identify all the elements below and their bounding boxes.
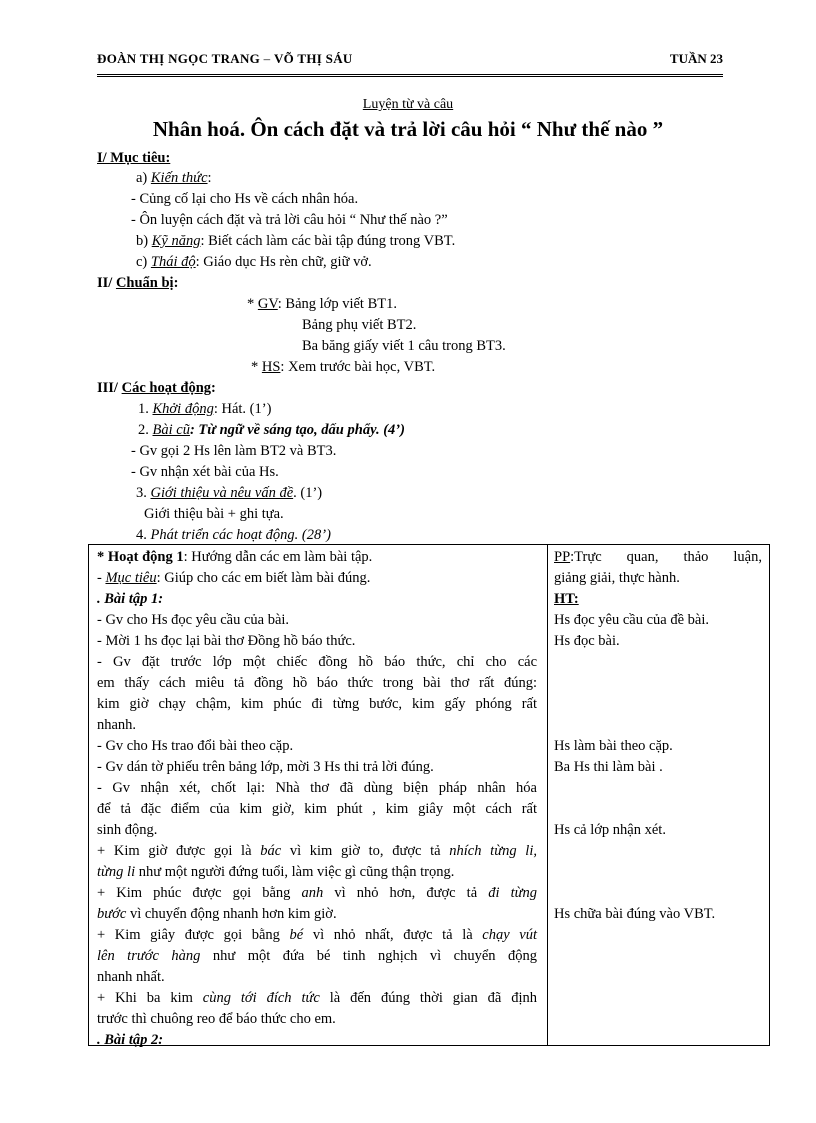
- table-row: + Kim phúc được gọi bằng anh vì nhỏ hơn, được tả đi từng: [97, 885, 538, 901]
- knowledge-item-1: - Củng cố lại cho Hs về cách nhân hóa.: [131, 191, 359, 207]
- table-row: nhanh.: [97, 717, 137, 733]
- activity-1: 1. Khởi động: Hát. (1’): [138, 401, 272, 417]
- goal-line: - Mục tiêu: Giúp cho các em biết làm bài đúng.: [97, 570, 371, 586]
- page-header: [97, 46, 723, 77]
- activity-table: [88, 544, 770, 1046]
- prep-gv-line-2: Bảng phụ viết BT2.: [302, 317, 417, 333]
- activity-2: 2. Bài cũ: Từ ngữ về sáng tạo, dấu phẩy. (4’): [138, 422, 405, 438]
- table-row: - Mời 1 hs đọc lại bài thơ Đồng hồ báo thức.: [97, 633, 356, 649]
- list-item: Hs cả lớp nhận xét.: [554, 822, 666, 838]
- prep-gv-line-3: Ba băng giấy viết 1 câu trong BT3.: [302, 338, 506, 354]
- table-row: - Gv dán tờ phiếu trên bảng lớp, mời 3 Hs thi trả lời đúng.: [97, 759, 434, 775]
- prep-heading: II/ Chuẩn bị:: [97, 275, 179, 291]
- table-row: em thấy cách miêu tả đồng hồ báo thức trong bài thơ rất đúng:: [97, 675, 537, 691]
- method-line-2: giảng giải, thực hành.: [554, 570, 680, 586]
- table-row: lên trước hàng như một đứa bé tinh nghịch vì chuyển động: [97, 948, 537, 964]
- list-item: Hs làm bài theo cặp.: [554, 738, 673, 754]
- attitude-line: c) Thái độ: Giáo dục Hs rèn chữ, giữ vở.: [136, 254, 372, 270]
- table-row: + Kim giây được gọi bằng bé vì nhỏ nhất, được tả là chạy vút: [97, 927, 537, 943]
- list-item: Hs đọc bài.: [554, 633, 620, 649]
- exercise-1-heading: . Bài tập 1:: [97, 591, 164, 607]
- form-heading: HT:: [554, 591, 579, 607]
- table-row: bước vì chuyển động nhanh hơn kim giờ.: [97, 906, 337, 922]
- exercise-2-heading: . Bài tập 2:: [97, 1032, 164, 1048]
- skill-line: b) Kỹ năng: Biết cách làm các bài tập đúng trong VBT.: [136, 233, 456, 249]
- header-week: TUẦN 23: [669, 51, 723, 66]
- activity-3-item-1: Giới thiệu bài + ghi tựa.: [144, 506, 284, 522]
- prep-gv-line: * GV: Bảng lớp viết BT1.: [247, 296, 397, 312]
- list-item: Hs chữa bài đúng vào VBT.: [554, 906, 716, 922]
- table-row: - Gv cho Hs đọc yêu cầu của bài.: [97, 612, 290, 628]
- table-row: - Gv nhận xét, chốt lại: Nhà thơ đã dùng biện pháp nhân hóa: [97, 780, 537, 796]
- method-line: PP:Trực quan, thảo luận,: [554, 549, 762, 565]
- activity-2-item-2: - Gv nhận xét bài của Hs.: [131, 464, 279, 480]
- activity-1-heading: * Hoạt động 1: Hướng dẫn các em làm bài tập.: [97, 549, 373, 565]
- activity-3: 3. Giới thiệu và nêu vấn đề. (1’): [136, 485, 323, 501]
- table-row: - Gv cho Hs trao đổi bài theo cặp.: [97, 738, 294, 754]
- list-item: Ba Hs thi làm bài .: [554, 759, 663, 775]
- subject-label: Luyện từ và câu: [362, 97, 454, 112]
- objectives-heading: I/ Mục tiêu:: [97, 150, 171, 166]
- table-row: nhanh nhất.: [97, 969, 165, 985]
- lesson-title: Nhân hoá. Ôn cách đặt và trả lời câu hỏi “ Như thế nào ”: [152, 117, 664, 141]
- column-divider: [547, 545, 548, 1045]
- table-row: từng li như một người đứng tuổi, làm việc gì cũng thận trọng.: [97, 864, 455, 880]
- knowledge-item-2: - Ôn luyện cách đặt và trả lời câu hỏi “ Như thế nào ?”: [131, 212, 448, 228]
- table-row: + Kim giờ được gọi là bác vì kim giờ to, được tả nhích từng li,: [97, 843, 537, 859]
- table-row: trước thì chuông reo để báo thức cho em.: [97, 1011, 336, 1027]
- table-row: - Gv đặt trước lớp một chiếc đồng hồ báo thức, chỉ cho các: [97, 654, 537, 670]
- table-row: kim giờ chạy chậm, kim phúc đi từng bước, kim gấy phóng rất: [97, 696, 537, 712]
- table-row: sinh động.: [97, 822, 158, 838]
- activity-4: 4. Phát triển các hoạt động. (28’): [136, 527, 331, 543]
- table-row: + Khi ba kim cùng tới đích tức là đến đúng thời gian đã định: [97, 990, 537, 1006]
- prep-hs-line: * HS: Xem trước bài học, VBT.: [251, 359, 436, 375]
- knowledge-line: a) Kiến thức:: [136, 170, 212, 186]
- header-author: ĐOÀN THỊ NGỌC TRANG – VÕ THỊ SÁU: [97, 51, 353, 66]
- list-item: Hs đọc yêu cầu của đề bài.: [554, 612, 710, 628]
- activities-heading: III/ Các hoạt động:: [97, 380, 216, 396]
- activity-2-item-1: - Gv gọi 2 Hs lên làm BT2 và BT3.: [131, 443, 337, 459]
- table-row: để tả đặc điểm của kim giờ, kim phút , kim giây một cách rất: [97, 801, 537, 817]
